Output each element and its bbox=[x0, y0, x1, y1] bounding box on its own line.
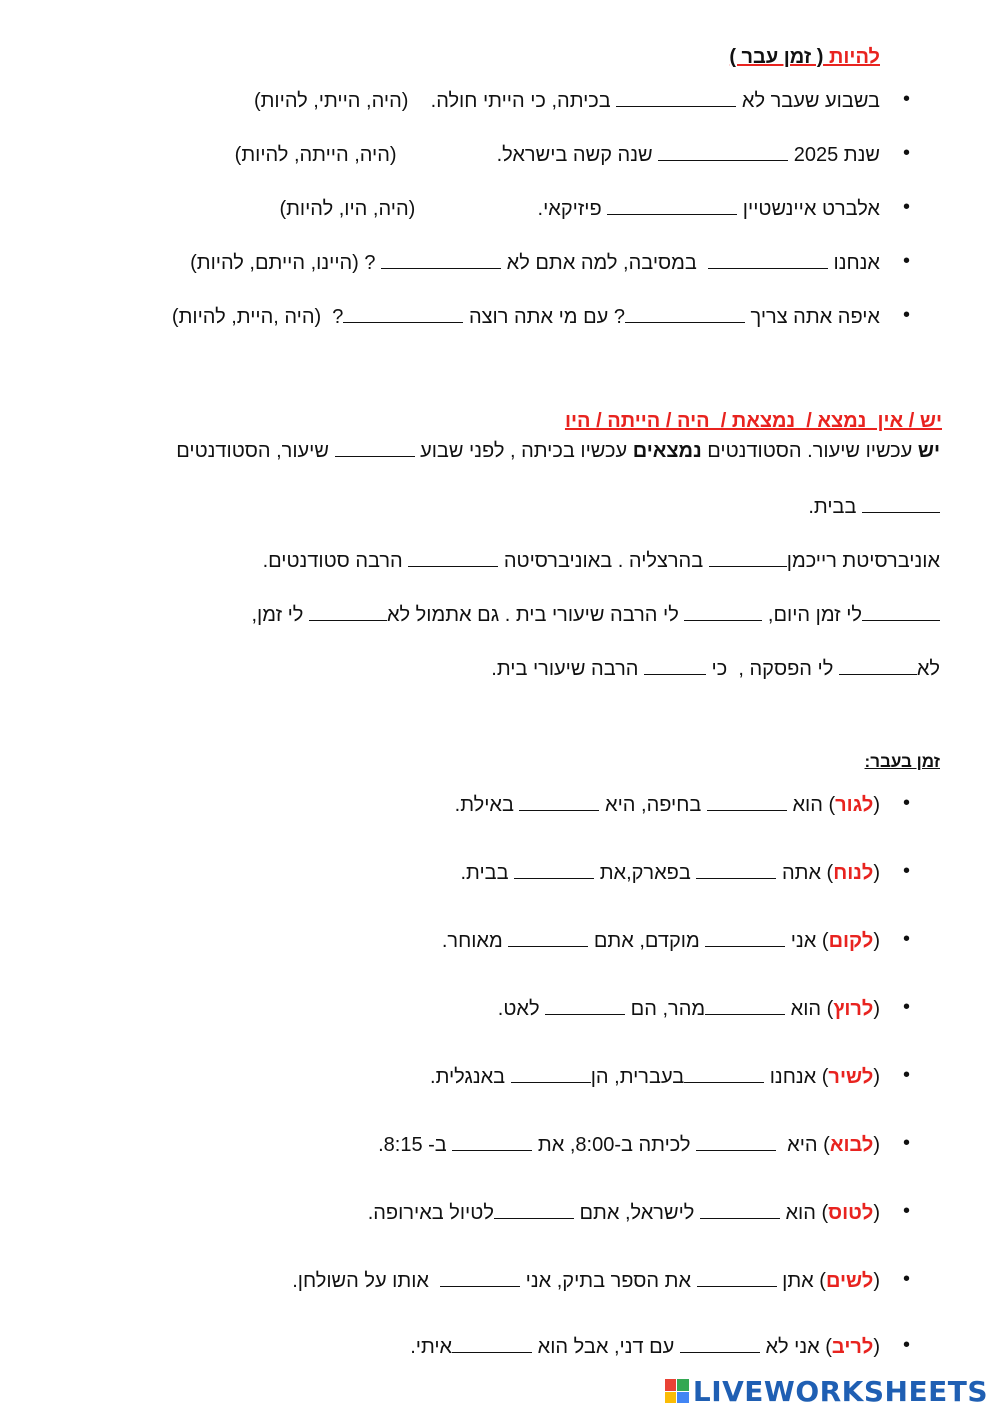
blank-input[interactable] bbox=[514, 858, 594, 879]
bullet-icon: • bbox=[902, 304, 910, 326]
s3-text: ) הוא bbox=[785, 998, 834, 1020]
s3-item-6: (לבוא) היא לכיתה ב-8:00, את ב- 8:15. bbox=[378, 1130, 880, 1158]
blank-input[interactable] bbox=[684, 600, 762, 621]
logo-text: LIVEWORKSHEETS bbox=[692, 1374, 988, 1408]
s2-paragraph-line-5 bbox=[491, 654, 940, 682]
s3-text: ) הוא bbox=[786, 794, 836, 816]
blank-input[interactable] bbox=[381, 248, 501, 269]
blank-input[interactable] bbox=[616, 86, 736, 107]
blank-input[interactable] bbox=[696, 1130, 776, 1151]
s3-text: לכיתה ב-8:00, את bbox=[532, 1134, 697, 1156]
s2-text: עכשיו בכיתה , לפני שבוע bbox=[414, 440, 633, 462]
s3-text: באילת. bbox=[454, 794, 520, 816]
s3-item-3: (לקום) אני מוקדם, אתם מאוחר. bbox=[442, 926, 880, 954]
blank-input[interactable] bbox=[494, 1198, 574, 1219]
bullet-icon: • bbox=[902, 1334, 910, 1356]
bullet-icon: • bbox=[902, 860, 910, 882]
s3-text: ) אני bbox=[785, 930, 829, 952]
s2-paragraph-line-2 bbox=[808, 492, 940, 520]
s3-text: מוקדם, אתם bbox=[588, 930, 706, 952]
blank-input[interactable] bbox=[658, 140, 788, 161]
blank-input[interactable] bbox=[839, 654, 917, 675]
s3-text: מהר, הם bbox=[625, 998, 706, 1020]
s3-item-7: (לטוס) הוא לישראל, אתם לטיול באירופה. bbox=[368, 1198, 880, 1226]
s2-bold-yesh: יש bbox=[917, 440, 940, 462]
bullet-icon: • bbox=[902, 1200, 910, 1222]
blank-input[interactable] bbox=[309, 600, 387, 621]
bullet-icon: • bbox=[902, 792, 910, 814]
blank-input[interactable] bbox=[696, 858, 776, 879]
s1-item-2 bbox=[235, 140, 880, 168]
s2-text: לי זמן, bbox=[251, 604, 309, 626]
logo-icon bbox=[665, 1379, 689, 1403]
s2-text: לא bbox=[916, 658, 940, 680]
blank-input[interactable] bbox=[862, 492, 940, 513]
s2-text: בבית. bbox=[808, 496, 862, 518]
s3-text: ) היא bbox=[776, 1134, 830, 1156]
s3-text: איתי. bbox=[410, 1336, 453, 1358]
s2-bold-nimtzaim: נמצאים bbox=[632, 440, 702, 462]
blank-input[interactable] bbox=[707, 790, 787, 811]
s3-item-8: (לשים) אתן את הספר בתיק, אני אותו על השולחן. bbox=[292, 1266, 880, 1294]
s3-text: ) הוא bbox=[779, 1202, 829, 1224]
s2-paragraph-line-4 bbox=[252, 600, 941, 628]
verb-label: לשים bbox=[825, 1270, 874, 1292]
s2-text: בהרצליה . באוניברסיטה bbox=[498, 550, 709, 572]
verb-label: לבוא bbox=[829, 1134, 874, 1156]
s3-text: בפארק,את bbox=[594, 862, 697, 884]
blank-input[interactable] bbox=[697, 1266, 777, 1287]
s3-text: בבית. bbox=[460, 862, 515, 884]
s1-item-3 bbox=[279, 194, 880, 222]
s1-item-4-text: אנחנו bbox=[827, 252, 880, 274]
s3-text: ) אתה bbox=[776, 862, 834, 884]
section3-title: זמן בעבר: bbox=[864, 752, 940, 771]
s3-text: לאט. bbox=[497, 998, 546, 1020]
s3-text: את הספר בתיק, אני bbox=[520, 1270, 697, 1292]
bullet-icon: • bbox=[902, 1064, 910, 1086]
blank-input[interactable] bbox=[343, 302, 463, 323]
s3-text: לישראל, אתם bbox=[573, 1202, 700, 1224]
blank-input[interactable] bbox=[684, 1062, 764, 1083]
verb-label: לנוח bbox=[833, 862, 874, 884]
s1-item-2-options: שנה קשה בישראל. (היה, הייתה, להיות) bbox=[234, 144, 659, 166]
blank-input[interactable] bbox=[440, 1266, 520, 1287]
s2-text: הרבה סטודנטים. bbox=[262, 550, 409, 572]
s2-text: לי זמן היום, bbox=[762, 604, 862, 626]
s3-text: לטיול באירופה. bbox=[367, 1202, 494, 1224]
s3-text: עם דני, אבל הוא bbox=[532, 1336, 680, 1358]
s3-item-2: (לנוח) אתה בפארק,את בבית. bbox=[460, 858, 880, 886]
s1-item-4-mid: במסיבה, למה אתם לא bbox=[501, 252, 708, 274]
blank-input[interactable] bbox=[408, 546, 498, 567]
s2-text: לי הרבה שיעורי בית . גם אתמול לא bbox=[386, 604, 685, 626]
s3-text: ) אנחנו bbox=[764, 1066, 829, 1088]
blank-input[interactable] bbox=[452, 1130, 532, 1151]
s1-item-1-options: בכיתה, כי הייתי חולה. (היה, הייתי, להיות) bbox=[253, 90, 617, 112]
s1-item-4 bbox=[190, 248, 880, 276]
bullet-icon: • bbox=[902, 928, 910, 950]
s1-item-5 bbox=[172, 302, 880, 330]
section1-title-paren: ( זמן עבר ) bbox=[729, 46, 824, 68]
liveworksheets-logo[interactable] bbox=[665, 1374, 988, 1408]
s1-item-5-options: ? (היה ,היית, להיות) bbox=[171, 306, 344, 328]
blank-input[interactable] bbox=[625, 302, 745, 323]
bullet-icon: • bbox=[902, 250, 910, 272]
blank-input[interactable] bbox=[709, 546, 787, 567]
s3-text: ) אתן bbox=[776, 1270, 826, 1292]
blank-input[interactable] bbox=[545, 994, 625, 1015]
s2-text: הרבה שיעורי בית. bbox=[491, 658, 644, 680]
bullet-icon: • bbox=[902, 88, 910, 110]
blank-input[interactable] bbox=[705, 926, 785, 947]
s3-text: אותו על השולחן. bbox=[292, 1270, 441, 1292]
blank-input[interactable] bbox=[680, 1332, 760, 1353]
blank-input[interactable] bbox=[705, 994, 785, 1015]
bullet-icon: • bbox=[902, 996, 910, 1018]
blank-input[interactable] bbox=[335, 436, 415, 457]
s1-item-5-text: איפה אתה צריך bbox=[744, 306, 880, 328]
verb-label: לריב bbox=[831, 1336, 874, 1358]
s1-item-3-text: אלברט איינשטיין bbox=[737, 198, 880, 220]
s2-text: לי הפסקה , כי bbox=[706, 658, 839, 680]
s1-item-1 bbox=[254, 86, 880, 114]
blank-input[interactable] bbox=[508, 926, 588, 947]
blank-input[interactable] bbox=[511, 1062, 591, 1083]
s3-text: מאוחר. bbox=[441, 930, 509, 952]
s1-item-4-options: ? (היינו, הייתם, להיות) bbox=[190, 252, 382, 274]
verb-label: לרוץ bbox=[833, 998, 874, 1020]
s1-item-3-options: פיזיקאי. (היה, היו, להיות) bbox=[279, 198, 608, 220]
s2-paragraph-line-3 bbox=[263, 546, 940, 574]
s2-text: עכשיו שיעור. הסטודנטים bbox=[701, 440, 918, 462]
s3-item-4: (לרוץ) הוא מהר, הם לאט. bbox=[498, 994, 880, 1022]
bullet-icon: • bbox=[902, 1268, 910, 1290]
blank-input[interactable] bbox=[862, 600, 940, 621]
blank-input[interactable] bbox=[607, 194, 737, 215]
s3-item-9: (לריב) אני לא עם דני, אבל הוא איתי. bbox=[410, 1332, 880, 1360]
s3-text: ב- 8:15. bbox=[378, 1134, 453, 1156]
blank-input[interactable] bbox=[519, 790, 599, 811]
s3-text: ) אני לא bbox=[759, 1336, 832, 1358]
section1-title bbox=[729, 46, 880, 69]
blank-input[interactable] bbox=[644, 654, 706, 675]
blank-input[interactable] bbox=[452, 1332, 532, 1353]
section1-title-text: להיות bbox=[829, 46, 880, 68]
s1-item-1-text: בשבוע שעבר לא bbox=[736, 90, 880, 112]
s2-paragraph-line-1 bbox=[176, 436, 940, 464]
verb-label: לשיר bbox=[828, 1066, 874, 1088]
s1-item-5-mid: ? עם מי אתה רוצה bbox=[463, 306, 625, 328]
section2-title: יש / אין נמצא / נמצאת / היה / הייתה / היו bbox=[564, 410, 942, 432]
verb-label: לגור bbox=[835, 794, 874, 816]
s3-text: בעברית, הן bbox=[590, 1066, 685, 1088]
s2-text: אוניברסיטת רייכמן bbox=[786, 550, 940, 572]
s3-item-5: (לשיר) אנחנו בעברית, הן באנגלית. bbox=[430, 1062, 880, 1090]
s2-text: שיעור, הסטודנטים bbox=[176, 440, 335, 462]
s3-text: באנגלית. bbox=[430, 1066, 511, 1088]
s3-text: בחיפה, היא bbox=[599, 794, 707, 816]
blank-input[interactable] bbox=[700, 1198, 780, 1219]
bullet-icon: • bbox=[902, 196, 910, 218]
s1-item-2-text: שנת 2025 bbox=[788, 144, 880, 166]
verb-label: לטוס bbox=[828, 1202, 874, 1224]
s3-item-1: (לגור) הוא בחיפה, היא באילת. bbox=[455, 790, 880, 818]
blank-input[interactable] bbox=[708, 248, 828, 269]
bullet-icon: • bbox=[902, 142, 910, 164]
verb-label: לקום bbox=[828, 930, 874, 952]
bullet-icon: • bbox=[902, 1132, 910, 1154]
